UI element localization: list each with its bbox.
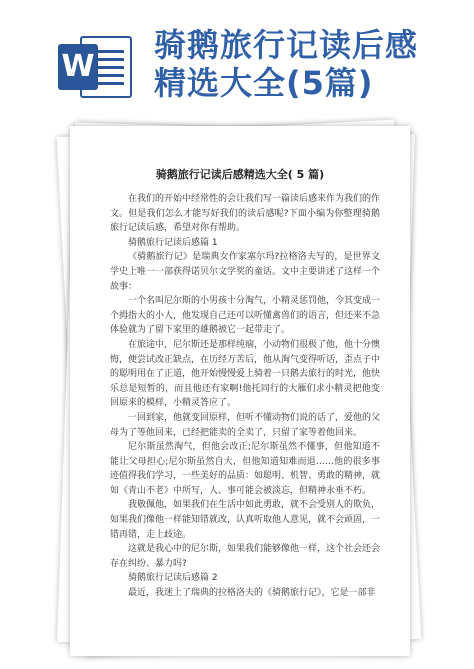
- banner-title: [154, 26, 454, 102]
- document-body: [110, 192, 380, 601]
- document-page: [70, 126, 410, 656]
- paragraph: 这就是我心中的尼尔斯，如果我们能够像他一样，这个社会还会存在纠纷、暴力吗?: [110, 544, 381, 569]
- paragraph: 《骑鹅旅行记》是瑞典女作家塞尔玛?拉格洛夫写的，是世界文学史上唯一一部获得诺贝尔文学奖的童话。文中主要讲述了这样一个故事：: [110, 252, 381, 292]
- section-heading: 骑鹅旅行记读后感篇 2: [128, 573, 218, 584]
- word-letter-tile: W: [58, 44, 98, 90]
- paragraph: 最近，我迷上了瑞典的拉格洛夫的《骑鹅旅行记》，它是一部非: [128, 588, 376, 599]
- document-title: 骑鹅旅行记读后感精选大全( 5 篇): [155, 168, 325, 181]
- paragraph: 在我们的开始中经常性的会让我们写一篇读后感来作为我们的作文。但是我们怎么才能写好我们的读后感呢?下面小编为你整理骑鹅旅行记读后感，希望对你有帮助。: [110, 194, 381, 234]
- paragraph: 尼尔斯虽然淘气，但他会改正;尼尔斯虽然不懂事，但他知道不能让父母担心;尼尔斯虽然自大，但他知道知难而退……他的很多事迹值得我们学习，一些美好的品质：如聪明、机智、勇敢的精神，就如《青山不老》中所写，人、事可能会被淡忘，但精神永垂不朽。: [110, 442, 381, 496]
- paragraph: 在旅途中，尼尔斯还是那样纯痼，小动物们很极了他，他十分懊悔，便尝试改正缺点，在历经万苦后，他从淘气变得听话，歪点子中的聪明用在了正道，他开始慢慢爱上骑着一只鹅去旅行的时光，他快乐总是短暂的，而且他还有家啊!他托同行的大雁们求小精灵把他变回原来的模样，小精灵答应了。: [110, 339, 381, 409]
- paragraph: 我敬佩他，如果我们在生活中如此勇敢，就不会受别人的欺负，如果我们像他一样能知错就改，认真听取他人意见，就不会顽固，一错再错，走上歧途。: [110, 500, 381, 540]
- banner-title-line2: 精选大全(5篇): [154, 64, 374, 102]
- section-heading: 骑鹅旅行记读后感篇 1: [128, 237, 218, 248]
- banner-title-line1: 骑鹅旅行记读后感: [154, 26, 419, 64]
- paragraph: 一回到家，他就变回原样，但听不懂动物们说的话了，爱他的父母为了等他回来，已经把能卖的全卖了，只留了家等着他回来。: [110, 412, 381, 438]
- header-banner: [0, 0, 474, 118]
- paragraph: 一个名叫尼尔斯的小男孩十分淘气，小精灵惩罚他，令其变成一个拇指大的小人，他发现自己还可以听懂禽兽们的语言，但还来不急体验就为了留下家里的雄鹅被它一起带走了。: [110, 296, 381, 336]
- word-document-icon: [58, 36, 134, 98]
